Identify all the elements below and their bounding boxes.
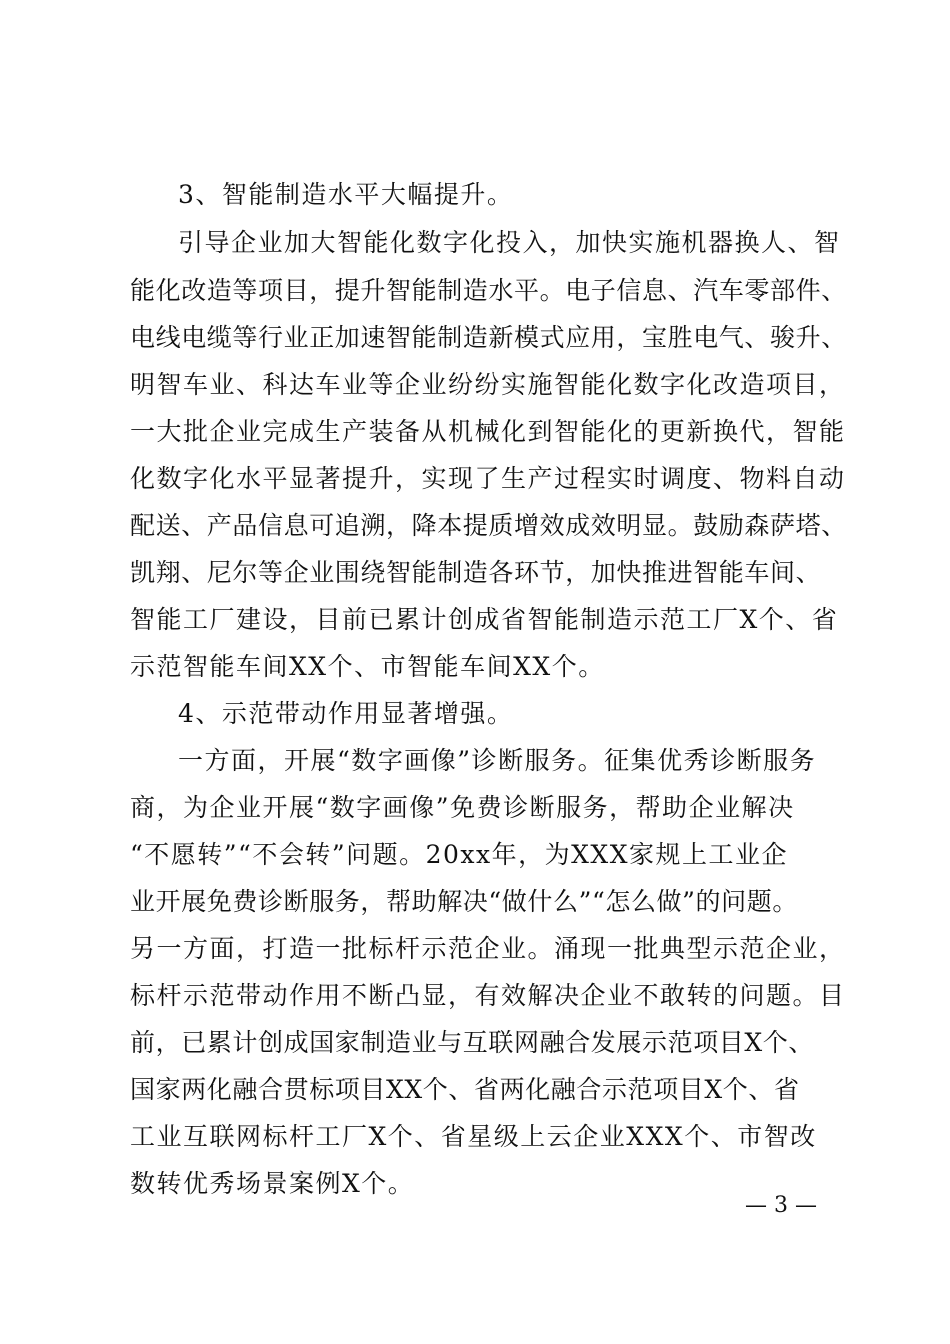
paragraph-line: 示范智能车间XX个、市智能车间XX个。 [130, 652, 605, 681]
paragraph-line: 化数字化水平显著提升，实现了生产过程实时调度、物料自动 [130, 464, 846, 493]
paragraph-line: 配送、产品信息可追溯，降本提质增效成效明显。鼓励森萨塔、 [130, 511, 847, 540]
paragraph-line: 明智车业、科达车业等企业纷纷实施智能化数字化改造项目， [130, 370, 846, 399]
paragraph-line: 一大批企业完成生产装备从机械化到智能化的更新换代，智能 [130, 417, 846, 446]
paragraph-line: 标杆示范带动作用不断凸显，有效解决企业不敢转的问题。目 [130, 981, 846, 1010]
paragraph-line: 另一方面，打造一批标杆示范企业。涌现一批典型示范企业， [130, 934, 846, 963]
paragraph-line: “不愿转”“不会转”问题。20xx年，为XXX家规上工业企 [130, 840, 789, 869]
paragraph-line: 凯翔、尼尔等企业围绕智能制造各环节，加快推进智能车间、 [130, 558, 822, 587]
paragraph-line: 工业互联网标杆工厂X个、省星级上云企业XXX个、市智改 [130, 1122, 817, 1151]
heading-4: 4、示范带动作用显著增强。 [178, 699, 514, 728]
paragraph-line: 能化改造等项目，提升智能制造水平。电子信息、汽车零部件、 [130, 276, 847, 305]
paragraph-line: 业开展免费诊断服务，帮助解决“做什么”“怎么做”的问题。 [130, 887, 798, 916]
paragraph-line: 数转优秀场景案例X个。 [130, 1169, 415, 1198]
paragraph-line: 国家两化融合贯标项目XX个、省两化融合示范项目X个、省 [130, 1075, 800, 1104]
paragraph-line: 引导企业加大智能化数字化投入，加快实施机器换人、智 [178, 228, 841, 257]
paragraph-line: 一方面，开展“数字画像”诊断服务。征集优秀诊断服务 [178, 746, 817, 775]
paragraph-line: 前，已累计创成国家制造业与互联网融合发展示范项目X个、 [130, 1028, 814, 1057]
page-number: — 3 — [745, 1193, 817, 1218]
heading-3: 3、智能制造水平大幅提升。 [178, 180, 514, 209]
paragraph-line: 商，为企业开展“数字画像”免费诊断服务，帮助企业解决 [130, 793, 795, 822]
paragraph-line: 电线电缆等行业正加速智能制造新模式应用，宝胜电气、骏升、 [130, 323, 847, 352]
paragraph-line: 智能工厂建设，目前已累计创成省智能制造示范工厂X个、省 [130, 605, 839, 634]
